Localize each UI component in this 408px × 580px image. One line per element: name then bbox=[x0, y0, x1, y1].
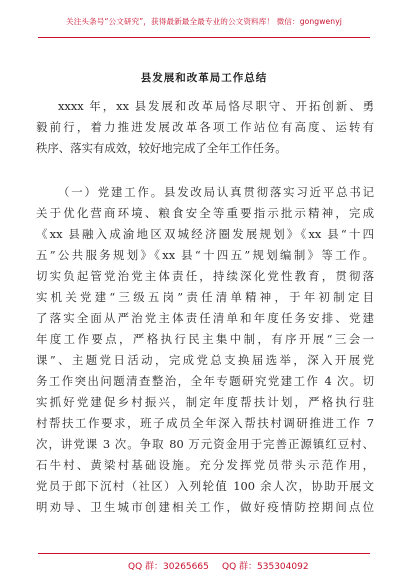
text-line: 村帮扶工作要求，班子成员全年深入帮扶村调研推进工作 7 bbox=[36, 416, 374, 430]
text-line: 实抓好党建促乡村振兴，制定年度帮扶计划，严格执行驻 bbox=[36, 395, 374, 409]
footer-divider bbox=[38, 553, 370, 554]
text-line: 毅前行，着力推进发展改革各项工作站位有高度、运转有 bbox=[36, 120, 374, 134]
text-line: 切实负起管党治党主体责任，持续深化党性教育，贯彻落 bbox=[36, 269, 374, 283]
text-line: 年度工作要点，严格执行民主集中制，有序开展“三会一 bbox=[36, 332, 374, 346]
paragraph-intro bbox=[36, 96, 374, 159]
text-line: 五”公共服务规划》《xx 县“十四五”规划编制》等工作。 bbox=[36, 248, 374, 262]
text-line: （一）党建工作。县发改局认真贯彻落实习近平总书记 bbox=[58, 185, 374, 199]
text-line: 《xx 县融入成渝地区双城经济圈发展规划》《xx 县“十四 bbox=[36, 227, 374, 241]
footer-qq-group-1: QQ 群：30265665 bbox=[128, 562, 209, 572]
text-line: 课”、主题党日活动，完成党总支换届选举，深入开展党 bbox=[36, 353, 374, 367]
paragraph-party-building bbox=[36, 182, 374, 518]
text-line: 明劝导、卫生城市创建相关工作，做好疫情防控期间点位 bbox=[36, 500, 374, 514]
text-line: 次，讲党课 3 次。争取 80 万元资金用于完善正源镇红豆村、 bbox=[36, 437, 374, 451]
header-banner: 关注头条号“公文研究”，获得最新最全最专业的公文资料库！ 微信：gongwenyj bbox=[66, 17, 342, 26]
footer-qq-group-2: QQ 群：535304092 bbox=[222, 562, 309, 572]
text-line: 关于优化营商环境、粮食安全等重要指示批示精神，完成 bbox=[36, 206, 374, 220]
text-line: 党员于郎下沉村（社区）入列轮值 100 余人次，协助开展文 bbox=[36, 479, 374, 493]
text-line: 秩序、落实有成效，较好地完成了全年工作任务。 bbox=[36, 141, 287, 155]
header-divider bbox=[38, 37, 370, 38]
document-title: 县发展和改革局工作总结 bbox=[140, 72, 268, 84]
text-line: 实机关党建“三级五岗”责任清单精神，于年初制定目 bbox=[36, 290, 374, 304]
text-line: 务工作突出问题清查整治，全年专题研究党建工作 4 次。切 bbox=[36, 374, 374, 388]
text-line: 石牛村、黄梁村基础设施。充分发挥党员带头示范作用， bbox=[36, 458, 374, 472]
text-line: 了落实全面从严治党主体责任清单和年度任务安排、党建 bbox=[36, 311, 374, 325]
text-line: xxxx 年，xx 县发展和改革局恪尽职守、开拓创新、勇 bbox=[58, 99, 374, 113]
